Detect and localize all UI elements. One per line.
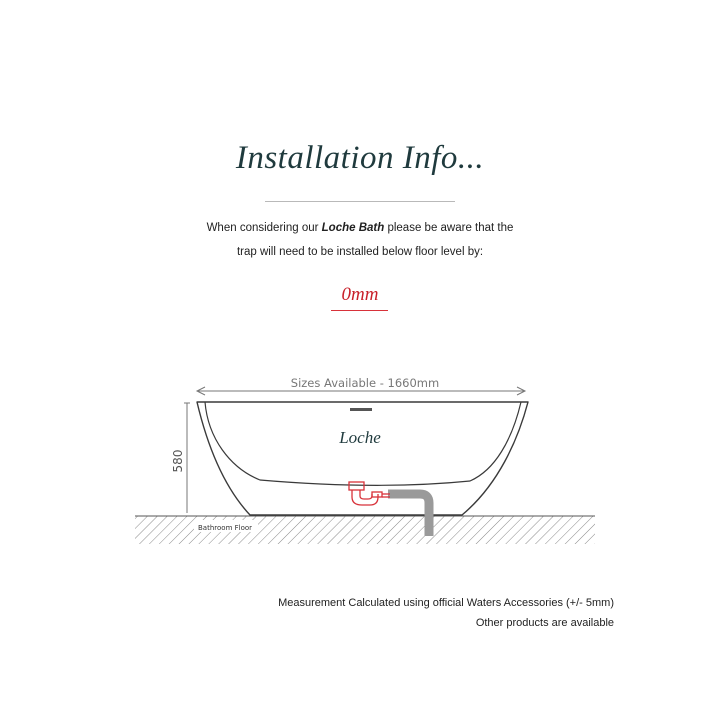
intro-line-2: trap will need to be installed below floor level by: xyxy=(236,246,484,258)
intro-suffix: please be aware that the xyxy=(384,222,514,234)
products-note: Other products are available xyxy=(475,617,614,629)
page-title: Installation Info... xyxy=(235,140,485,176)
measurement-note: Measurement Calculated using official Waters Accessories (+/- 5mm) xyxy=(278,597,614,609)
intro-prefix: When considering our xyxy=(206,222,322,234)
measurement-value: 0mm xyxy=(341,284,379,305)
sizes-available-label: Sizes Available - 1660mm xyxy=(290,376,440,390)
bath-outline xyxy=(197,402,528,515)
bath-name-label: Loche xyxy=(339,428,381,447)
bathroom-floor-label: Bathroom Floor xyxy=(198,524,253,532)
product-name: Loche Bath xyxy=(321,222,385,234)
height-label: 580 xyxy=(171,449,185,473)
overflow-slot xyxy=(350,408,372,411)
